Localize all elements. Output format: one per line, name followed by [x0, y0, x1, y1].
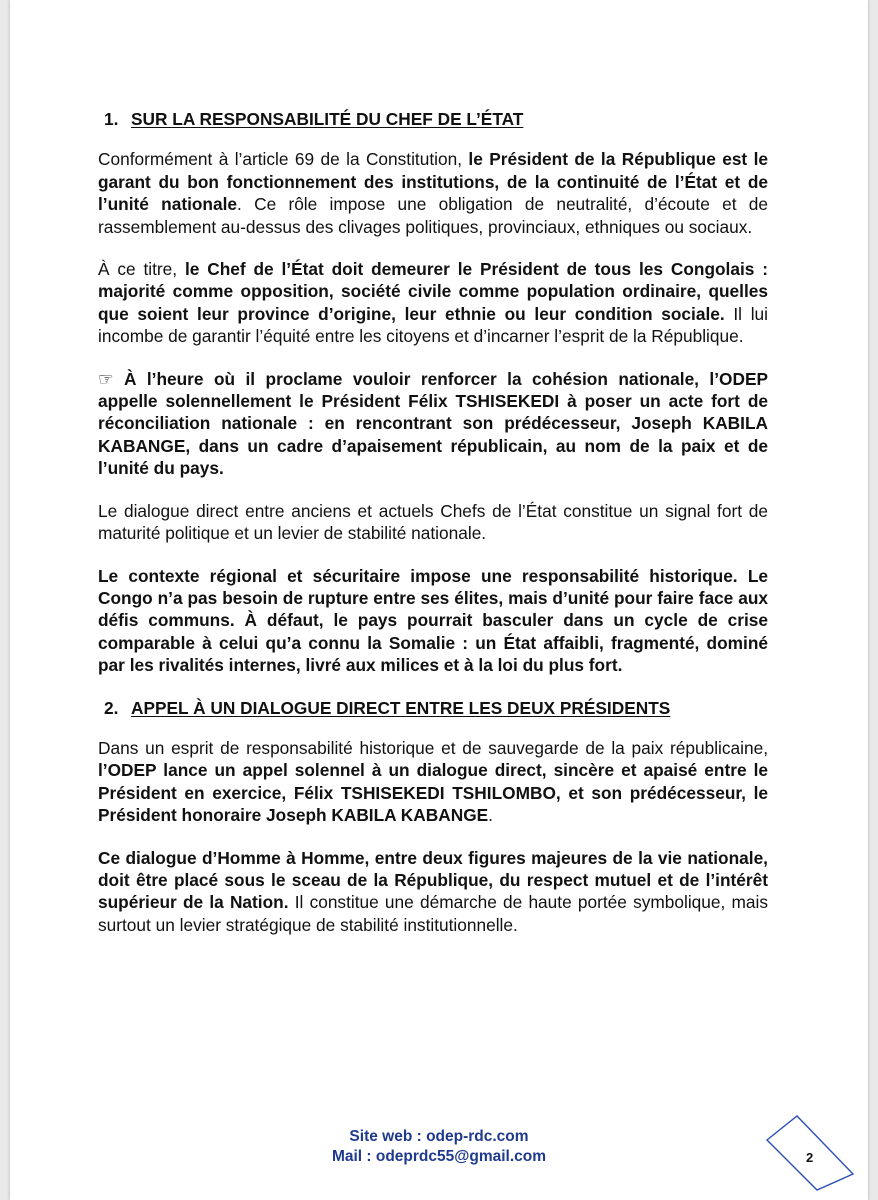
document-body — [98, 108, 768, 956]
paragraph-6-bold: l’ODEP lance un appel solennel à un dialogue direct, sincère et apaisé entre le Président en exercice, Félix TSHISEKEDI TSHILOMBO, et son prédécesseur, le Président honoraire Joseph KABILA KABANGE — [98, 760, 768, 826]
paragraph-2-rest: Il lui incombe de garantir l’équité entre les citoyens et d’incarner l’esprit de la République. — [98, 303, 768, 347]
section-2-heading — [98, 697, 768, 719]
paragraph-6 — [98, 737, 768, 827]
section-1-title: SUR LA RESPONSABILITÉ DU CHEF DE L’ÉTAT — [131, 109, 524, 129]
paragraph-5 — [98, 565, 768, 677]
paragraph-2-bold: le Chef de l’État doit demeurer le Président de tous les Congolais : majorité comme opposition, société civile comme population ordinaire, quelles que soient leur province d’origine, leur ethnie ou leur condition sociale. — [98, 259, 768, 324]
paragraph-1-intro: Conformément à l’article 69 de la Constitution, — [98, 149, 469, 170]
paragraph-3-bold: À l’heure où il proclame vouloir renforcer la cohésion nationale, l’ODEP appelle solennellement le Président Félix TSHISEKEDI à poser un acte fort de réconciliation nationale : en rencontrant son prédécesseur, Joseph KABILA KABANGE, dans un cadre d’apaisement républicain, au nom de la paix et de l’unité du pays. — [98, 368, 768, 479]
paragraph-2-intro: À ce titre, — [98, 259, 185, 280]
paragraph-6-intro: Dans un esprit de responsabilité historique et de sauvegarde de la paix républicaine, — [98, 737, 768, 758]
paragraph-7-bold: Ce dialogue d’Homme à Homme, entre deux figures majeures de la vie nationale, doit être placé sous le sceau de la République, du respect mutuel et de l’intérêt supérieur de la Nation. — [98, 847, 768, 913]
paragraph-1-rest: . Ce rôle impose une obligation de neutralité, d’écoute et de rassemblement au-dessus des clivages politiques, provinciaux, ethniques ou sociaux. — [98, 194, 768, 237]
paragraph-3 — [98, 368, 768, 480]
paragraph-1 — [98, 148, 768, 238]
section-2-number: 2. — [104, 697, 119, 718]
paragraph-6-rest: . — [488, 805, 493, 826]
pointing-hand-icon: ☞ — [98, 368, 114, 389]
section-1-heading — [98, 108, 768, 130]
paragraph-5-bold: Le contexte régional et sécuritaire impose une responsabilité historique. Le Congo n’a pas besoin de rupture entre ses élites, mais d’unité pour faire face aux défis communs. À défaut, le pays pourrait basculer dans un cycle de crise comparable à celui qu’a connu la Somalie : un État affaibli, fragmenté, dominé par les rivalités internes, livré aux milices et à la loi du plus fort. — [98, 565, 768, 676]
paragraph-4: Le dialogue direct entre anciens et actuels Chefs de l’État constitue un signal fort de maturité politique et un levier de stabilité nationale. — [98, 500, 768, 544]
paragraph-1-bold: le Président de la République est le garant du bon fonctionnement des institutions, de la continuité de l’État et de l’unité nationale — [98, 149, 768, 215]
section-1-number: 1. — [104, 109, 119, 129]
paragraph-2 — [98, 258, 768, 348]
paragraph-7-rest: Il constitue une démarche de haute portée symbolique, mais surtout un levier stratégique de stabilité institutionnelle. — [98, 892, 769, 935]
footer-email: Mail : odeprdc55@gmail.com — [331, 1148, 547, 1165]
page-number: 2 — [806, 1150, 814, 1165]
footer-website: Site web : odep-rdc.com — [349, 1128, 529, 1145]
paragraph-7 — [98, 847, 768, 937]
section-2-title: APPEL À UN DIALOGUE DIRECT ENTRE LES DEUX PRÉSIDENTS — [131, 697, 671, 718]
